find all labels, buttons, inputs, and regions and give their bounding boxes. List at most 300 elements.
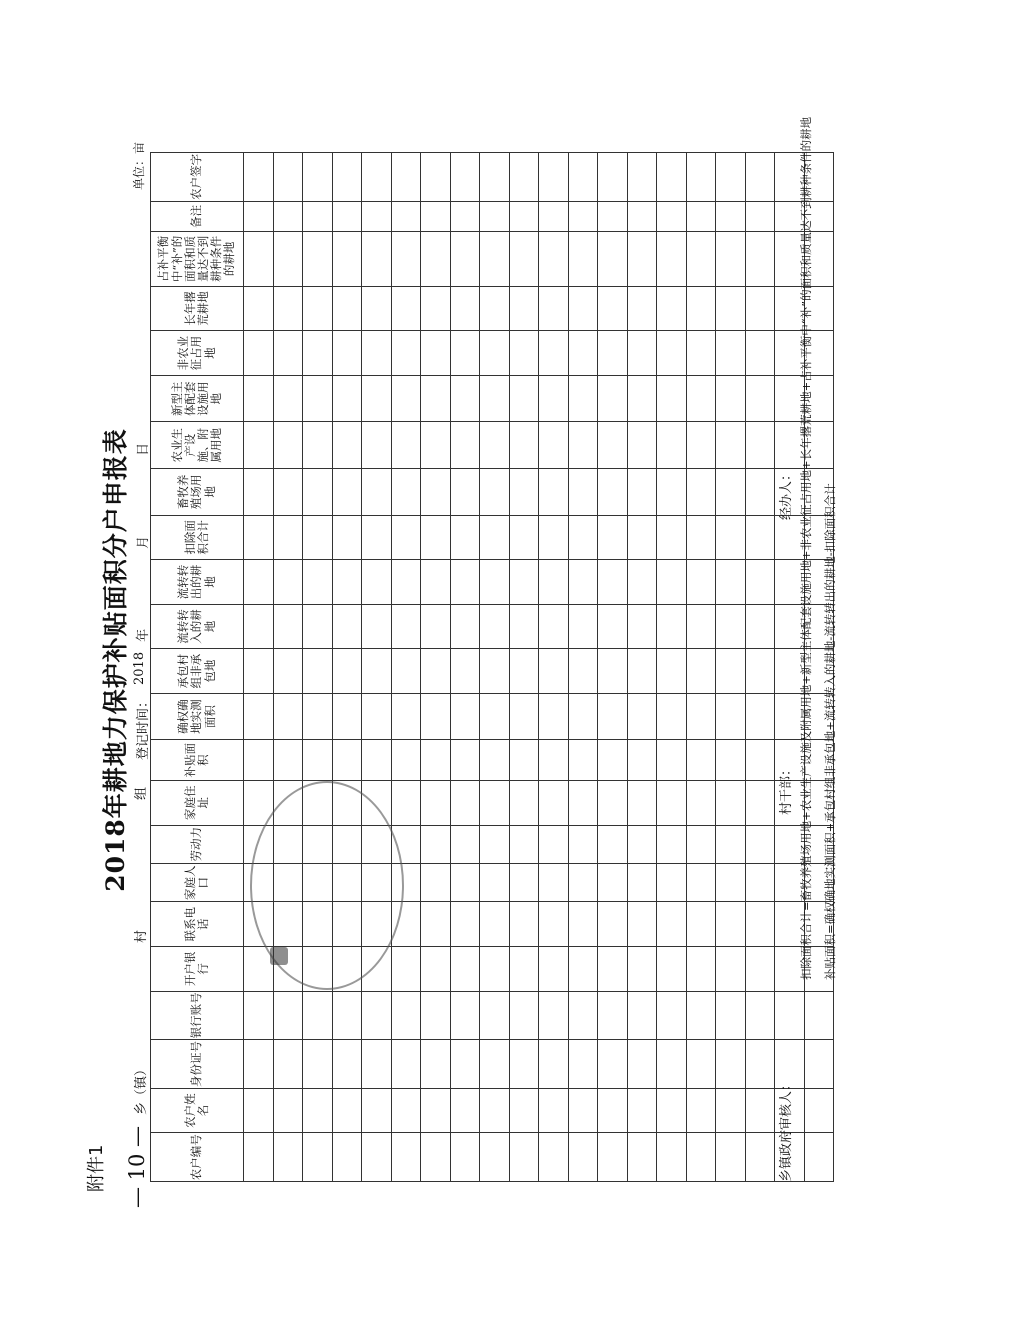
table-cell[interactable]: [480, 604, 510, 649]
table-cell[interactable]: [568, 331, 598, 376]
table-cell[interactable]: [539, 649, 569, 694]
table-cell[interactable]: [480, 991, 510, 1040]
table-cell[interactable]: [421, 331, 451, 376]
table-cell[interactable]: [627, 693, 657, 740]
table-cell[interactable]: [273, 991, 303, 1040]
table-cell[interactable]: [391, 560, 421, 605]
table-cell[interactable]: [745, 902, 775, 947]
table-cell[interactable]: [686, 286, 716, 331]
table-cell[interactable]: [391, 286, 421, 331]
table-cell[interactable]: [450, 422, 480, 469]
table-cell[interactable]: [627, 604, 657, 649]
table-cell[interactable]: [598, 422, 628, 469]
table-cell[interactable]: [421, 1088, 451, 1133]
table-cell[interactable]: [244, 1133, 274, 1182]
table-cell[interactable]: [421, 286, 451, 331]
table-cell[interactable]: [539, 469, 569, 516]
table-cell[interactable]: [362, 375, 392, 422]
table-cell[interactable]: [568, 991, 598, 1040]
table-cell[interactable]: [745, 604, 775, 649]
table-cell[interactable]: [421, 864, 451, 902]
table-cell[interactable]: [450, 740, 480, 781]
table-cell[interactable]: [421, 693, 451, 740]
table-cell[interactable]: [480, 515, 510, 560]
table-cell[interactable]: [627, 375, 657, 422]
table-cell[interactable]: [303, 649, 333, 694]
table-cell[interactable]: [509, 740, 539, 781]
table-cell[interactable]: [244, 153, 274, 202]
table-cell[interactable]: [539, 991, 569, 1040]
table-cell[interactable]: [244, 286, 274, 331]
table-cell[interactable]: [598, 469, 628, 516]
table-cell[interactable]: [598, 1088, 628, 1133]
table-cell[interactable]: [421, 232, 451, 287]
table-cell[interactable]: [539, 1040, 569, 1089]
table-cell[interactable]: [303, 1133, 333, 1182]
table-cell[interactable]: [598, 153, 628, 202]
table-cell[interactable]: [568, 232, 598, 287]
table-cell[interactable]: [332, 331, 362, 376]
table-cell[interactable]: [568, 153, 598, 202]
table-cell[interactable]: [391, 232, 421, 287]
table-cell[interactable]: [509, 947, 539, 992]
table-cell[interactable]: [421, 469, 451, 516]
table-cell[interactable]: [303, 1040, 333, 1089]
table-cell[interactable]: [421, 375, 451, 422]
table-cell[interactable]: [332, 1133, 362, 1182]
table-cell[interactable]: [716, 515, 746, 560]
table-cell[interactable]: [509, 153, 539, 202]
table-cell[interactable]: [362, 286, 392, 331]
table-cell[interactable]: [273, 604, 303, 649]
table-cell[interactable]: [745, 991, 775, 1040]
table-cell[interactable]: [627, 1040, 657, 1089]
table-cell[interactable]: [480, 422, 510, 469]
table-cell[interactable]: [391, 1088, 421, 1133]
table-cell[interactable]: [391, 515, 421, 560]
table-cell[interactable]: [303, 740, 333, 781]
table-cell[interactable]: [745, 864, 775, 902]
table-cell[interactable]: [391, 604, 421, 649]
table-cell[interactable]: [657, 902, 687, 947]
table-cell[interactable]: [332, 693, 362, 740]
table-cell[interactable]: [745, 422, 775, 469]
table-cell[interactable]: [450, 604, 480, 649]
table-cell[interactable]: [745, 649, 775, 694]
table-cell[interactable]: [568, 1088, 598, 1133]
table-cell[interactable]: [686, 693, 716, 740]
table-cell[interactable]: [745, 232, 775, 287]
table-cell[interactable]: [480, 902, 510, 947]
table-cell[interactable]: [745, 947, 775, 992]
table-cell[interactable]: [686, 864, 716, 902]
table-cell[interactable]: [303, 286, 333, 331]
table-cell[interactable]: [421, 825, 451, 863]
table-cell[interactable]: [509, 422, 539, 469]
table-cell[interactable]: [480, 1040, 510, 1089]
table-cell[interactable]: [598, 515, 628, 560]
table-cell[interactable]: [509, 825, 539, 863]
table-cell[interactable]: [716, 422, 746, 469]
table-cell[interactable]: [303, 422, 333, 469]
table-cell[interactable]: [244, 469, 274, 516]
table-cell[interactable]: [362, 604, 392, 649]
table-cell[interactable]: [539, 902, 569, 947]
table-cell[interactable]: [332, 604, 362, 649]
table-cell[interactable]: [627, 153, 657, 202]
table-cell[interactable]: [657, 560, 687, 605]
table-cell[interactable]: [332, 232, 362, 287]
table-cell[interactable]: [391, 780, 421, 825]
table-cell[interactable]: [362, 1088, 392, 1133]
table-cell[interactable]: [303, 153, 333, 202]
table-cell[interactable]: [273, 153, 303, 202]
table-cell[interactable]: [686, 1133, 716, 1182]
table-cell[interactable]: [332, 153, 362, 202]
table-cell[interactable]: [273, 232, 303, 287]
table-cell[interactable]: [686, 422, 716, 469]
table-cell[interactable]: [568, 515, 598, 560]
table-cell[interactable]: [421, 947, 451, 992]
table-cell[interactable]: [303, 469, 333, 516]
table-cell[interactable]: [657, 864, 687, 902]
table-cell[interactable]: [391, 991, 421, 1040]
table-cell[interactable]: [539, 560, 569, 605]
table-cell[interactable]: [775, 991, 805, 1040]
table-cell[interactable]: [627, 560, 657, 605]
table-cell[interactable]: [745, 515, 775, 560]
table-cell[interactable]: [657, 1133, 687, 1182]
table-cell[interactable]: [273, 286, 303, 331]
table-cell[interactable]: [421, 153, 451, 202]
table-cell[interactable]: [273, 515, 303, 560]
table-cell[interactable]: [480, 825, 510, 863]
table-cell[interactable]: [480, 469, 510, 516]
table-cell[interactable]: [539, 780, 569, 825]
table-cell[interactable]: [686, 232, 716, 287]
table-cell[interactable]: [450, 780, 480, 825]
table-cell[interactable]: [686, 560, 716, 605]
table-cell[interactable]: [627, 902, 657, 947]
table-cell[interactable]: [273, 560, 303, 605]
table-cell[interactable]: [273, 1088, 303, 1133]
table-cell[interactable]: [273, 469, 303, 516]
table-cell[interactable]: [421, 515, 451, 560]
table-cell[interactable]: [568, 649, 598, 694]
table-cell[interactable]: [804, 1040, 834, 1089]
table-cell[interactable]: [362, 560, 392, 605]
table-cell[interactable]: [421, 1040, 451, 1089]
table-cell[interactable]: [657, 947, 687, 992]
table-cell[interactable]: [421, 740, 451, 781]
table-cell[interactable]: [568, 902, 598, 947]
table-cell[interactable]: [716, 902, 746, 947]
table-cell[interactable]: [480, 201, 510, 231]
table-cell[interactable]: [244, 649, 274, 694]
table-cell[interactable]: [273, 1040, 303, 1089]
table-cell[interactable]: [450, 649, 480, 694]
table-cell[interactable]: [509, 201, 539, 231]
table-cell[interactable]: [509, 1088, 539, 1133]
table-cell[interactable]: [716, 469, 746, 516]
table-cell[interactable]: [627, 780, 657, 825]
table-cell[interactable]: [716, 232, 746, 287]
table-cell[interactable]: [598, 864, 628, 902]
table-cell[interactable]: [509, 375, 539, 422]
table-cell[interactable]: [686, 515, 716, 560]
table-cell[interactable]: [273, 1133, 303, 1182]
table-cell[interactable]: [273, 740, 303, 781]
table-cell[interactable]: [450, 469, 480, 516]
table-cell[interactable]: [332, 375, 362, 422]
table-cell[interactable]: [421, 780, 451, 825]
table-cell[interactable]: [421, 604, 451, 649]
table-cell[interactable]: [480, 864, 510, 902]
table-cell[interactable]: [745, 469, 775, 516]
table-cell[interactable]: [391, 1040, 421, 1089]
table-cell[interactable]: [332, 201, 362, 231]
table-cell[interactable]: [450, 560, 480, 605]
table-cell[interactable]: [362, 515, 392, 560]
table-cell[interactable]: [745, 1088, 775, 1133]
table-cell[interactable]: [362, 1133, 392, 1182]
table-cell[interactable]: [450, 331, 480, 376]
table-cell[interactable]: [362, 201, 392, 231]
table-cell[interactable]: [480, 947, 510, 992]
table-cell[interactable]: [509, 1133, 539, 1182]
table-cell[interactable]: [244, 1088, 274, 1133]
table-cell[interactable]: [745, 153, 775, 202]
table-cell[interactable]: [539, 1088, 569, 1133]
table-cell[interactable]: [303, 232, 333, 287]
table-cell[interactable]: [539, 825, 569, 863]
table-cell[interactable]: [686, 201, 716, 231]
table-cell[interactable]: [627, 825, 657, 863]
table-cell[interactable]: [480, 153, 510, 202]
table-cell[interactable]: [391, 947, 421, 992]
table-cell[interactable]: [244, 422, 274, 469]
table-cell[interactable]: [627, 947, 657, 992]
table-cell[interactable]: [716, 649, 746, 694]
table-cell[interactable]: [627, 286, 657, 331]
table-cell[interactable]: [598, 780, 628, 825]
table-cell[interactable]: [362, 649, 392, 694]
table-cell[interactable]: [598, 286, 628, 331]
table-cell[interactable]: [303, 1088, 333, 1133]
table-cell[interactable]: [657, 991, 687, 1040]
table-cell[interactable]: [332, 422, 362, 469]
table-cell[interactable]: [539, 375, 569, 422]
table-cell[interactable]: [450, 991, 480, 1040]
table-cell[interactable]: [716, 947, 746, 992]
table-cell[interactable]: [509, 560, 539, 605]
table-cell[interactable]: [509, 1040, 539, 1089]
table-cell[interactable]: [598, 232, 628, 287]
table-cell[interactable]: [450, 1088, 480, 1133]
table-cell[interactable]: [627, 232, 657, 287]
table-cell[interactable]: [568, 780, 598, 825]
table-cell[interactable]: [598, 693, 628, 740]
table-cell[interactable]: [421, 1133, 451, 1182]
table-cell[interactable]: [391, 740, 421, 781]
table-cell[interactable]: [273, 375, 303, 422]
table-cell[interactable]: [539, 232, 569, 287]
table-cell[interactable]: [568, 201, 598, 231]
table-cell[interactable]: [745, 693, 775, 740]
table-cell[interactable]: [745, 375, 775, 422]
table-cell[interactable]: [657, 780, 687, 825]
table-cell[interactable]: [391, 422, 421, 469]
table-cell[interactable]: [509, 864, 539, 902]
table-cell[interactable]: [745, 331, 775, 376]
table-cell[interactable]: [362, 232, 392, 287]
table-cell[interactable]: [568, 560, 598, 605]
table-cell[interactable]: [391, 469, 421, 516]
table-cell[interactable]: [568, 947, 598, 992]
table-cell[interactable]: [362, 740, 392, 781]
table-cell[interactable]: [686, 1088, 716, 1133]
table-cell[interactable]: [716, 153, 746, 202]
table-cell[interactable]: [480, 740, 510, 781]
table-cell[interactable]: [480, 649, 510, 694]
table-cell[interactable]: [716, 780, 746, 825]
table-cell[interactable]: [450, 693, 480, 740]
table-cell[interactable]: [686, 153, 716, 202]
table-cell[interactable]: [568, 1133, 598, 1182]
table-cell[interactable]: [421, 649, 451, 694]
table-cell[interactable]: [568, 422, 598, 469]
table-cell[interactable]: [450, 864, 480, 902]
table-cell[interactable]: [480, 560, 510, 605]
table-cell[interactable]: [716, 1040, 746, 1089]
table-cell[interactable]: [244, 375, 274, 422]
table-cell[interactable]: [539, 331, 569, 376]
table-cell[interactable]: [657, 469, 687, 516]
table-cell[interactable]: [539, 604, 569, 649]
table-cell[interactable]: [598, 825, 628, 863]
table-cell[interactable]: [450, 153, 480, 202]
table-cell[interactable]: [480, 693, 510, 740]
table-cell[interactable]: [332, 1040, 362, 1089]
table-cell[interactable]: [362, 153, 392, 202]
table-cell[interactable]: [745, 286, 775, 331]
table-cell[interactable]: [303, 604, 333, 649]
table-cell[interactable]: [450, 1133, 480, 1182]
table-cell[interactable]: [391, 153, 421, 202]
table-cell[interactable]: [539, 286, 569, 331]
table-cell[interactable]: [686, 469, 716, 516]
table-cell[interactable]: [716, 740, 746, 781]
table-cell[interactable]: [421, 902, 451, 947]
table-cell[interactable]: [450, 201, 480, 231]
table-cell[interactable]: [509, 604, 539, 649]
table-cell[interactable]: [716, 286, 746, 331]
table-cell[interactable]: [716, 693, 746, 740]
table-cell[interactable]: [568, 825, 598, 863]
table-cell[interactable]: [716, 201, 746, 231]
table-cell[interactable]: [303, 375, 333, 422]
table-cell[interactable]: [509, 780, 539, 825]
table-cell[interactable]: [362, 991, 392, 1040]
table-cell[interactable]: [598, 560, 628, 605]
table-cell[interactable]: [303, 560, 333, 605]
table-cell[interactable]: [568, 469, 598, 516]
table-cell[interactable]: [480, 1133, 510, 1182]
table-cell[interactable]: [332, 515, 362, 560]
table-cell[interactable]: [509, 902, 539, 947]
table-cell[interactable]: [480, 780, 510, 825]
table-cell[interactable]: [657, 153, 687, 202]
table-cell[interactable]: [332, 991, 362, 1040]
table-cell[interactable]: [627, 201, 657, 231]
table-cell[interactable]: [686, 947, 716, 992]
table-cell[interactable]: [362, 1040, 392, 1089]
table-cell[interactable]: [421, 422, 451, 469]
table-cell[interactable]: [804, 1133, 834, 1182]
table-cell[interactable]: [598, 331, 628, 376]
table-cell[interactable]: [627, 864, 657, 902]
table-cell[interactable]: [303, 991, 333, 1040]
table-cell[interactable]: [273, 693, 303, 740]
table-cell[interactable]: [568, 1040, 598, 1089]
table-cell[interactable]: [450, 902, 480, 947]
table-cell[interactable]: [362, 469, 392, 516]
table-cell[interactable]: [244, 740, 274, 781]
table-cell[interactable]: [657, 693, 687, 740]
table-cell[interactable]: [509, 515, 539, 560]
table-cell[interactable]: [686, 991, 716, 1040]
table-cell[interactable]: [686, 902, 716, 947]
table-cell[interactable]: [539, 153, 569, 202]
table-cell[interactable]: [627, 422, 657, 469]
table-cell[interactable]: [480, 286, 510, 331]
table-cell[interactable]: [716, 825, 746, 863]
table-cell[interactable]: [509, 232, 539, 287]
table-cell[interactable]: [480, 375, 510, 422]
table-cell[interactable]: [686, 1040, 716, 1089]
table-cell[interactable]: [480, 1088, 510, 1133]
table-cell[interactable]: [686, 740, 716, 781]
table-cell[interactable]: [745, 780, 775, 825]
table-cell[interactable]: [716, 864, 746, 902]
table-cell[interactable]: [539, 422, 569, 469]
table-cell[interactable]: [332, 560, 362, 605]
table-cell[interactable]: [244, 201, 274, 231]
table-cell[interactable]: [568, 864, 598, 902]
table-cell[interactable]: [657, 375, 687, 422]
table-cell[interactable]: [598, 947, 628, 992]
table-cell[interactable]: [716, 1133, 746, 1182]
table-cell[interactable]: [657, 649, 687, 694]
table-cell[interactable]: [598, 1133, 628, 1182]
table-cell[interactable]: [804, 991, 834, 1040]
table-cell[interactable]: [332, 649, 362, 694]
table-cell[interactable]: [716, 560, 746, 605]
table-cell[interactable]: [450, 1040, 480, 1089]
table-cell[interactable]: [657, 604, 687, 649]
table-cell[interactable]: [745, 1040, 775, 1089]
table-cell[interactable]: [450, 825, 480, 863]
table-cell[interactable]: [686, 604, 716, 649]
table-cell[interactable]: [657, 201, 687, 231]
table-cell[interactable]: [745, 201, 775, 231]
table-cell[interactable]: [303, 331, 333, 376]
table-cell[interactable]: [539, 740, 569, 781]
table-cell[interactable]: [509, 331, 539, 376]
table-cell[interactable]: [509, 649, 539, 694]
table-cell[interactable]: [391, 693, 421, 740]
table-cell[interactable]: [657, 232, 687, 287]
